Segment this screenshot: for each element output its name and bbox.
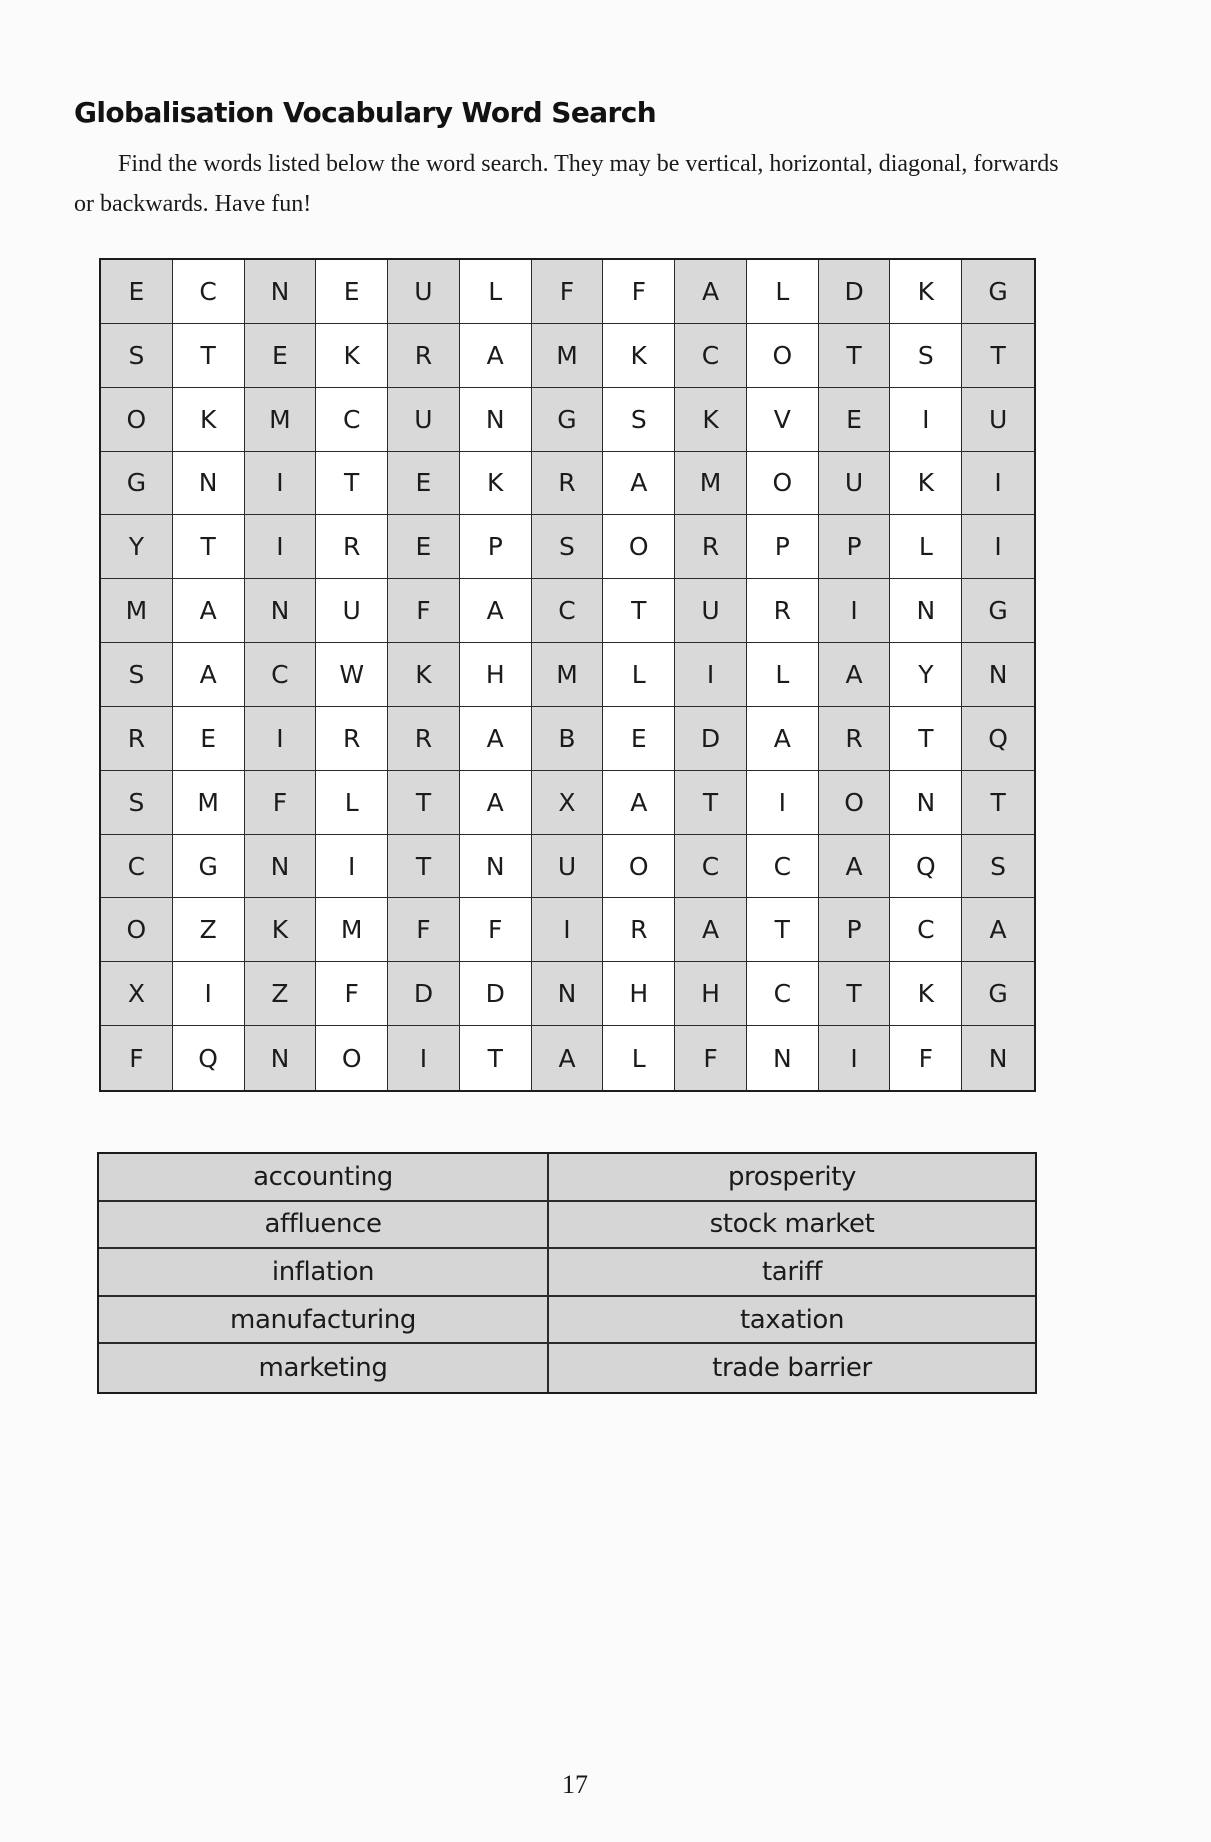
grid-cell[interactable]: N (532, 962, 604, 1026)
grid-cell[interactable]: G (101, 452, 173, 516)
grid-cell[interactable]: N (747, 1026, 819, 1090)
grid-cell[interactable]: U (316, 579, 388, 643)
grid-cell[interactable]: C (101, 835, 173, 899)
grid-cell[interactable]: F (675, 1026, 747, 1090)
word-list-table (97, 1152, 1037, 1394)
grid-cell[interactable]: F (388, 579, 460, 643)
grid-cell[interactable]: R (819, 707, 891, 771)
grid-cell[interactable]: A (675, 898, 747, 962)
grid-cell[interactable]: T (819, 962, 891, 1026)
grid-cell[interactable]: U (388, 388, 460, 452)
grid-cell[interactable]: F (603, 260, 675, 324)
page-number: 17 (562, 1770, 588, 1799)
grid-cell[interactable]: F (890, 1026, 962, 1090)
grid-cell[interactable]: T (460, 1026, 532, 1090)
grid-cell[interactable]: N (962, 643, 1034, 707)
grid-cell[interactable]: S (962, 835, 1034, 899)
grid-cell[interactable]: F (101, 1026, 173, 1090)
grid-cell[interactable]: F (245, 771, 317, 835)
grid-cell[interactable]: O (747, 324, 819, 388)
grid-cell[interactable]: C (747, 835, 819, 899)
grid-cell[interactable]: R (747, 579, 819, 643)
word-list-item: prosperity (549, 1154, 1035, 1202)
grid-cell[interactable]: I (962, 452, 1034, 516)
grid-cell[interactable]: F (460, 898, 532, 962)
grid-cell[interactable]: A (460, 579, 532, 643)
grid-cell[interactable]: K (675, 388, 747, 452)
word-search-grid (99, 258, 1036, 1092)
grid-cell[interactable]: T (890, 707, 962, 771)
grid-cell[interactable]: A (603, 771, 675, 835)
instructions: Find the words listed below the word search. They may be vertical, horizontal, diagonal, forwards or backwards. Have fun! (74, 151, 1059, 217)
grid-cell[interactable]: L (603, 643, 675, 707)
grid-cell[interactable]: N (245, 835, 317, 899)
grid-cell[interactable]: L (890, 515, 962, 579)
grid-cell[interactable]: I (962, 515, 1034, 579)
grid-cell[interactable]: R (603, 898, 675, 962)
grid-cell[interactable]: N (245, 579, 317, 643)
grid-cell[interactable]: Y (890, 643, 962, 707)
grid-cell[interactable]: A (603, 452, 675, 516)
grid-cell[interactable]: I (388, 1026, 460, 1090)
grid-cell[interactable]: N (460, 388, 532, 452)
grid-cell[interactable]: S (532, 515, 604, 579)
grid-cell[interactable]: A (173, 579, 245, 643)
grid-cell[interactable]: G (962, 260, 1034, 324)
grid-cell[interactable]: K (890, 452, 962, 516)
grid-cell[interactable]: K (890, 260, 962, 324)
grid-cell[interactable]: O (747, 452, 819, 516)
grid-cell[interactable]: T (962, 324, 1034, 388)
grid-cell[interactable]: A (675, 260, 747, 324)
grid-cell[interactable]: U (819, 452, 891, 516)
word-list-item: accounting (99, 1154, 549, 1202)
grid-cell[interactable]: A (173, 643, 245, 707)
grid-cell[interactable]: D (460, 962, 532, 1026)
grid-cell[interactable]: Z (245, 962, 317, 1026)
grid-cell[interactable]: K (890, 962, 962, 1026)
grid-cell[interactable]: K (173, 388, 245, 452)
grid-cell[interactable]: E (603, 707, 675, 771)
grid-cell[interactable]: N (245, 1026, 317, 1090)
grid-cell[interactable]: L (316, 771, 388, 835)
grid-cell[interactable]: T (747, 898, 819, 962)
grid-cell[interactable]: A (819, 643, 891, 707)
grid-cell[interactable]: R (388, 707, 460, 771)
word-list-item: trade barrier (712, 1353, 872, 1384)
grid-cell[interactable]: E (316, 260, 388, 324)
grid-cell[interactable]: F (388, 898, 460, 962)
word-list-item: stock market (549, 1202, 1035, 1250)
grid-cell[interactable]: T (388, 835, 460, 899)
grid-cell[interactable]: U (388, 260, 460, 324)
grid-cell[interactable]: M (532, 643, 604, 707)
grid-cell[interactable]: Q (962, 707, 1034, 771)
grid-cell[interactable]: E (101, 260, 173, 324)
word-list-item: marketing (99, 1344, 549, 1392)
grid-cell[interactable]: I (245, 515, 317, 579)
grid-cell[interactable]: E (388, 515, 460, 579)
grid-cell[interactable]: E (819, 388, 891, 452)
grid-cell[interactable]: C (675, 835, 747, 899)
grid-cell[interactable]: G (173, 835, 245, 899)
grid-cell[interactable]: I (245, 452, 317, 516)
grid-cell[interactable]: K (245, 898, 317, 962)
grid-cell[interactable]: P (819, 515, 891, 579)
grid-cell[interactable]: D (388, 962, 460, 1026)
grid-cell[interactable]: X (101, 962, 173, 1026)
grid-cell[interactable]: M (245, 388, 317, 452)
grid-cell[interactable]: M (316, 898, 388, 962)
grid-cell[interactable]: O (101, 388, 173, 452)
grid-cell[interactable]: N (173, 452, 245, 516)
grid-cell[interactable]: A (747, 707, 819, 771)
grid-cell[interactable]: I (532, 898, 604, 962)
grid-cell[interactable]: R (675, 515, 747, 579)
grid-cell[interactable]: Y (101, 515, 173, 579)
grid-cell[interactable]: O (819, 771, 891, 835)
grid-cell[interactable]: N (460, 835, 532, 899)
grid-cell[interactable]: R (388, 324, 460, 388)
grid-cell[interactable]: A (460, 771, 532, 835)
grid-cell[interactable]: F (532, 260, 604, 324)
grid-cell[interactable]: K (460, 452, 532, 516)
grid-cell[interactable]: T (173, 515, 245, 579)
grid-cell[interactable]: U (675, 579, 747, 643)
grid-cell[interactable]: N (962, 1026, 1034, 1090)
grid-cell[interactable]: Q (890, 835, 962, 899)
grid-cell[interactable]: C (675, 324, 747, 388)
grid-cell[interactable]: K (316, 324, 388, 388)
grid-cell[interactable]: G (962, 579, 1034, 643)
grid-cell[interactable]: T (675, 771, 747, 835)
grid-cell[interactable]: H (460, 643, 532, 707)
grid-cell[interactable]: M (173, 771, 245, 835)
grid-cell[interactable]: Z (173, 898, 245, 962)
grid-cell[interactable]: L (460, 260, 532, 324)
grid-cell[interactable]: I (819, 579, 891, 643)
grid-cell[interactable]: I (245, 707, 317, 771)
word-list-item: tariff (549, 1249, 1035, 1297)
grid-cell[interactable]: H (603, 962, 675, 1026)
grid-cell[interactable]: M (101, 579, 173, 643)
grid-cell[interactable]: I (819, 1026, 891, 1090)
grid-cell[interactable]: R (101, 707, 173, 771)
page-title: Globalisation Vocabulary Word Search (74, 96, 657, 129)
grid-cell[interactable]: T (962, 771, 1034, 835)
grid-cell[interactable]: C (532, 579, 604, 643)
grid-cell[interactable]: S (603, 388, 675, 452)
grid-cell[interactable]: Q (173, 1026, 245, 1090)
grid-cell[interactable]: P (747, 515, 819, 579)
grid-cell[interactable]: T (819, 324, 891, 388)
grid-cell[interactable]: H (675, 962, 747, 1026)
grid-cell[interactable]: E (173, 707, 245, 771)
grid-cell[interactable]: C (316, 388, 388, 452)
grid-cell[interactable]: W (316, 643, 388, 707)
grid-cell[interactable]: N (890, 579, 962, 643)
grid-cell[interactable]: I (173, 962, 245, 1026)
grid-cell[interactable]: N (890, 771, 962, 835)
grid-cell[interactable]: S (101, 324, 173, 388)
grid-cell[interactable]: O (316, 1026, 388, 1090)
grid-cell[interactable]: O (101, 898, 173, 962)
grid-cell[interactable]: O (603, 835, 675, 899)
grid-cell[interactable]: I (316, 835, 388, 899)
word-list-item: affluence (99, 1202, 549, 1250)
grid-cell[interactable]: D (819, 260, 891, 324)
grid-cell[interactable]: E (245, 324, 317, 388)
word-list-item: manufacturing (99, 1297, 549, 1345)
grid-cell[interactable]: S (101, 771, 173, 835)
grid-cell[interactable]: R (532, 452, 604, 516)
grid-cell[interactable]: M (675, 452, 747, 516)
grid-cell[interactable]: E (388, 452, 460, 516)
grid-cell[interactable]: T (388, 771, 460, 835)
grid-cell[interactable]: L (747, 643, 819, 707)
grid-cell[interactable]: A (532, 1026, 604, 1090)
grid-cell[interactable]: G (532, 388, 604, 452)
grid-cell[interactable]: P (460, 515, 532, 579)
grid-cell[interactable]: K (388, 643, 460, 707)
grid-cell[interactable]: M (532, 324, 604, 388)
grid-cell[interactable]: C (245, 643, 317, 707)
grid-cell[interactable]: B (532, 707, 604, 771)
grid-cell[interactable]: U (532, 835, 604, 899)
grid-cell[interactable]: A (819, 835, 891, 899)
word-list-item: taxation (549, 1297, 1035, 1345)
grid-cell[interactable]: R (316, 707, 388, 771)
grid-cell[interactable]: N (245, 260, 317, 324)
word-list-item: inflation (99, 1249, 549, 1297)
grid-cell[interactable]: O (603, 515, 675, 579)
grid-cell[interactable]: R (316, 515, 388, 579)
grid-cell[interactable]: T (316, 452, 388, 516)
grid-cell[interactable]: L (603, 1026, 675, 1090)
grid-cell[interactable]: D (675, 707, 747, 771)
grid-cell[interactable]: I (747, 771, 819, 835)
grid-cell[interactable]: X (532, 771, 604, 835)
grid-cell[interactable]: F (316, 962, 388, 1026)
grid-cell[interactable]: S (101, 643, 173, 707)
grid-cell[interactable]: C (173, 260, 245, 324)
grid-cell[interactable]: I (675, 643, 747, 707)
grid-cell[interactable]: C (890, 898, 962, 962)
grid-cell[interactable]: U (962, 388, 1034, 452)
grid-cell[interactable]: T (603, 579, 675, 643)
grid-cell[interactable]: S (890, 324, 962, 388)
grid-cell[interactable]: I (890, 388, 962, 452)
grid-cell[interactable]: G (962, 962, 1034, 1026)
grid-cell[interactable]: L (747, 260, 819, 324)
grid-cell[interactable]: C (747, 962, 819, 1026)
grid-cell[interactable]: P (819, 898, 891, 962)
grid-cell[interactable]: A (460, 324, 532, 388)
grid-cell[interactable]: A (962, 898, 1034, 962)
grid-cell[interactable]: T (173, 324, 245, 388)
grid-cell[interactable]: V (747, 388, 819, 452)
grid-cell[interactable]: A (460, 707, 532, 771)
grid-cell[interactable]: K (603, 324, 675, 388)
